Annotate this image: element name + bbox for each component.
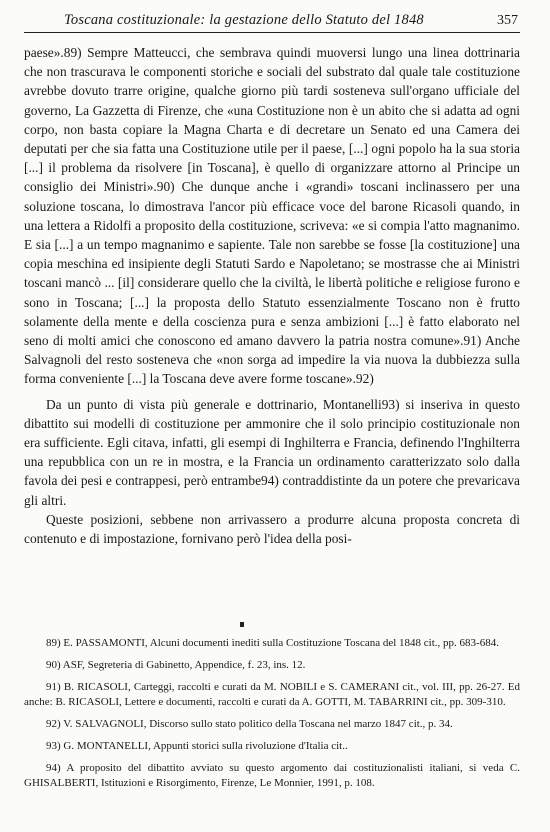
footnote-90: 90) ASF, Segreteria di Gabinetto, Appendice, f. 23, ins. 12.: [46, 659, 306, 671]
footnotes: [24, 636, 520, 798]
paragraph-1: paese».89) Sempre Matteucci, che sembrava quindi muoversi lungo una linea dottrinaria che non trascurava le componenti storiche e sociali del substrato dal quale tale costituzione avrebbe dovuto trarre origine, qualche giorno più tardi sosteneva sull'organo ufficiale del governo, La Gazzetta di Firenze, che «una Costituzione non è un abito che si adatta ad ogni corpo, non basta copiare la Magna Charta e di decretare un Senato ed una Camera dei deputati per che sia fatta una Costituzione utile per il paese, [...] ogni popolo ha la sua storia [...] il problema da risolvere [in Toscana], è quello di organizzare attorno al Principe un consiglio dei Ministri».90) Che dunque anche i «grandi» toscani inclinassero per una soluzione toscana, lo dimostrava l'ancor più efficace voce del barone Ricasoli quando, in una lettera a Ridolfi a proposito della costituzione, scriveva: «e si compia l'atto magnanimo. E sia [...] a un tempo magnanimo e sapiente. Tale non sarebbe se fosse [la costituzione] una copia meschina ed insipiente degli Statuti Sardo e Napoletano; se mostrasse che ai Ministri toscani mancò ... [il] considerare quello che la civiltà, le libertà politiche e religiose furono e sono in Toscana; [...] la proposta dello Statuto essenzialmente Toscano non è frutto solamente della mente e della coscienza pura e senza ambizioni [...] è fatto elaborato nel seno di molti amici che conoscono ed amano davvero la patria nostra comune».91) Anche Salvagnoli del resto sosteneva che «non sorga ad impedire la via nuova la dubbiezza sulla forma conveniente [...] la Toscana deve avere forme toscane».92): [24, 45, 520, 387]
paragraph-2: Da un punto di vista più generale e dottrinario, Montanelli93) si inseriva in questo dibattito sui modelli di costituzione per ammonire che il solo principio costituzionale non era sufficiente. Egli citava, infatti, gli esempi di Inghilterra e Francia, definendo l'Inghilterra una repubblica con un re in mostra, e la Francia un ordinamento caratterizzato solo dalla favola dei pesi e contrappesi, però entrambe94) contraddistinte da un potere che prevaricava gli altri.: [24, 396, 520, 508]
footnote-93: 93) G. MONTANELLI, Appunti storici sulla rivoluzione d'Italia cit..: [46, 740, 348, 752]
page-number: 357: [497, 13, 518, 28]
footnote-91: 91) B. RICASOLI, Carteggi, raccolti e curati da M. NOBILI e S. CAMERANI cit., vol. III, pp. 26-27. Ed anche: B. RICASOLI, Lettere e documenti, raccolti e curati da A. GOTTI, M. TABARRINI cit., pp. 309-310.: [24, 681, 520, 708]
running-header: [24, 12, 520, 33]
footnote-92: 92) V. SALVAGNOLI, Discorso sullo stato politico della Toscana nel marzo 1847 cit., p. 34.: [46, 718, 453, 730]
running-title: Toscana costituzionale: la gestazione dello Statuto del 1848: [64, 12, 424, 28]
separator-mark: [240, 622, 244, 627]
footnote-94: 94) A proposito del dibattito avviato su questo argomento dai costituzionalisti italiani, si veda C. GHISALBERTI, Istituzioni e Risorgimento, Firenze, Le Monnier, 1991, p. 108.: [24, 762, 520, 789]
footnote-89: 89) E. PASSAMONTI, Alcuni documenti inediti sulla Costituzione Toscana del 1848 cit., pp. 683-684.: [46, 637, 499, 649]
body-text: [24, 43, 520, 548]
paragraph-3: Queste posizioni, sebbene non arrivassero a produrre alcuna proposta concreta di contenuto e di impostazione, fornivano però l'idea della posi-: [24, 511, 520, 547]
